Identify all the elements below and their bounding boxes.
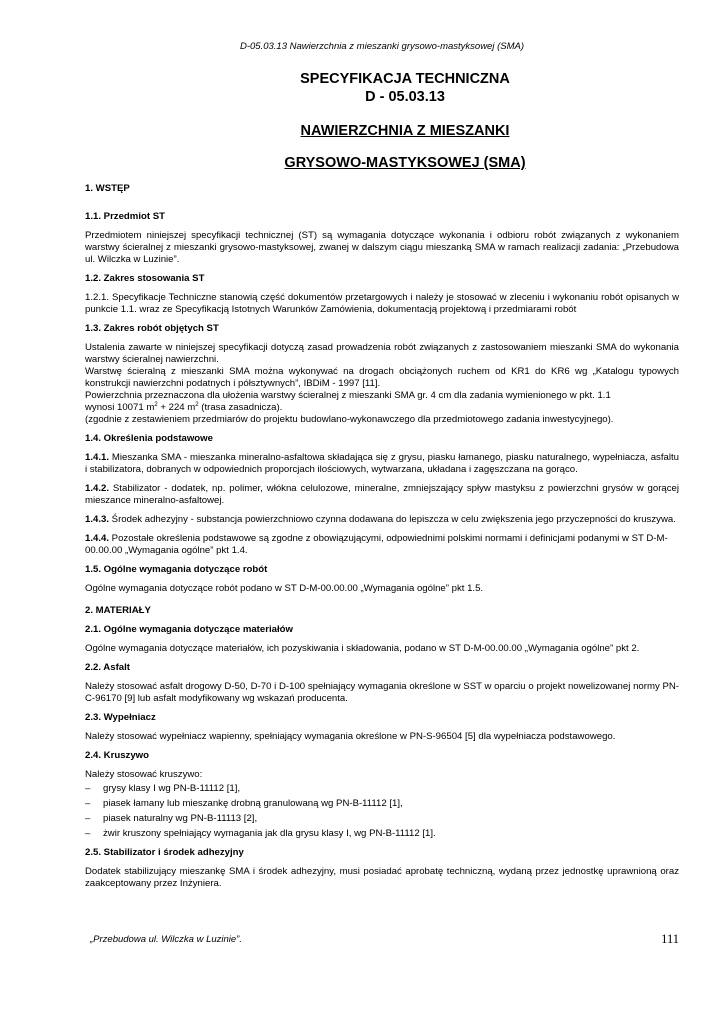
- list-item: – grysy klasy I wg PN-B-11112 [1],: [85, 783, 679, 795]
- section-heading: 2. MATERIAŁY: [85, 605, 151, 616]
- definition: 1.4.2. Stabilizator - dodatek, np. polimer, włókna celulozowe, mineralne, zmniejszający spływ mastyksu z powierzchni grysów w gorącej mieszance mineralno-asfaltowej.: [85, 483, 679, 506]
- list-item: – piasek łamany lub mieszankę drobną granulowaną wg PN-B-11112 [1],: [85, 798, 679, 810]
- section-heading: 2.1. Ogólne wymagania dotyczące materiałów: [85, 624, 293, 635]
- paragraph: Ustalenia zawarte w niniejszej specyfikacji dotyczą zasad prowadzenia robót związanych z zastosowaniem mieszanki SMA do wykonania warstwy ścieralnej nawierzchni.: [85, 342, 679, 365]
- definition: 1.4.1. Mieszanka SMA - mieszanka mineralno-asfaltowa składająca się z grysu, piasku łamanego, piasku naturalnego, wypełniacza, asfaltu i stabilizatora, dobranych w odpowiednich proporcjach ilościowych, wytwarzana, układana i zagęszczana na gorąco.: [85, 452, 679, 475]
- title-spec: SPECYFIKACJA TECHNICZNA: [300, 71, 510, 87]
- section-heading: 2.2. Asfalt: [85, 662, 130, 673]
- definition: 1.4.4. Pozostałe określenia podstawowe są zgodne z obowiązującymi, odpowiednimi polskimi normami i definicjami podanymi w ST D-M-00.00.00 „Wymagania ogólne” pkt 1.4.: [85, 533, 668, 556]
- paragraph: Przedmiotem niniejszej specyfikacji technicznej (ST) są wymagania dotyczące wykonania i odbioru robót związanych z wykonaniem warstwy ścieralnej z mieszanki grysowo-mastyksowej, zwanej w dalszym ciągu mieszanką SMA w ramach realizacji zadania: „Przebudowa ul. Wilczka w Luzinie”.: [85, 230, 679, 265]
- page-number: 111: [661, 932, 679, 946]
- section-heading: 2.3. Wypełniacz: [85, 712, 156, 723]
- paragraph: Należy stosować asfalt drogowy D-50, D-70 i D-100 spełniający wymagania określone w SST w oparciu o projekt nowelizowanej normy PN-C-96170 [9] lub asfalt modyfikowany wg wskazań producenta.: [85, 681, 679, 704]
- section-heading: 1.3. Zakres robót objętych ST: [85, 323, 219, 334]
- section-heading: 1.5. Ogólne wymagania dotyczące robót: [85, 564, 268, 575]
- section-heading: 2.4. Kruszywo: [85, 750, 149, 761]
- paragraph: Warstwę ścieralną z mieszanki SMA można wykonywać na drogach obciążonych ruchem od KR1 do KR6 wg „Katalogu typowych konstrukcji nawierzchni podatnych i półsztywnych”, IBDiM - 1997 [11].: [85, 366, 679, 389]
- title-subject-line1: NAWIERZCHNIA Z MIESZANKI: [300, 123, 510, 139]
- footer-project: „Przebudowa ul. Wilczka w Luzinie”.: [90, 934, 242, 945]
- section-heading: 1.4. Określenia podstawowe: [85, 433, 213, 444]
- list-item: – żwir kruszony spełniający wymagania jak dla grysu klasy I, wg PN-B-11112 [1].: [85, 828, 679, 840]
- title-code: D - 05.03.13: [365, 89, 445, 105]
- paragraph: Dodatek stabilizujący mieszankę SMA i środek adhezyjny, musi posiadać aprobatę techniczną, wydaną przez jednostkę uprawnioną oraz zaakceptowany przez Inżyniera.: [85, 866, 679, 889]
- paragraph: Powierzchnia przeznaczona dla ułożenia warstwy ścieralnej z mieszanki SMA gr. 4 cm dla zadania wymienionego w pkt. 1.1: [85, 390, 611, 401]
- definition: 1.4.3. Środek adhezyjny - substancja powierzchniowo czynna dodawana do lepiszcza w celu zwiększenia jego przyczepności do kruszywa.: [85, 514, 676, 525]
- paragraph: 1.2.1. Specyfikacje Techniczne stanowią część dokumentów przetargowych i należy je stosować w zleceniu i wykonaniu robót opisanych w punkcie 1.1. wraz ze Specyfikacją Istotnych Warunków Zamówienia, dokumentacją projektową i przedmiarami robót: [85, 292, 679, 315]
- document-body: [85, 183, 679, 890]
- paragraph: Należy stosować kruszywo:: [85, 769, 203, 780]
- section-heading: 1.2. Zakres stosowania ST: [85, 273, 205, 284]
- paragraph: Ogólne wymagania dotyczące materiałów, ich pozyskiwania i składowania, podano w ST D-M-00.00.00 „Wymagania ogólne” pkt 2.: [85, 643, 640, 654]
- section-heading: 1. WSTĘP: [85, 183, 130, 194]
- paragraph: Ogólne wymagania dotyczące robót podano w ST D-M-00.00.00 „Wymagania ogólne” pkt 1.5.: [85, 583, 484, 594]
- paragraph: (zgodnie z zestawieniem przedmiarów do projektu budowlano-wykonawczego dla przedmiotowego zadania inwestycyjnego).: [85, 414, 614, 425]
- list-item: – piasek naturalny wg PN-B-11113 [2],: [85, 813, 679, 825]
- section-heading: 2.5. Stabilizator i środek adhezyjny: [85, 847, 244, 858]
- running-header: D-05.03.13 Nawierzchnia z mieszanki grysowo-mastyksowej (SMA): [239, 41, 525, 52]
- section-heading: 1.1. Przedmiot ST: [85, 211, 165, 222]
- title-subject-line2: GRYSOWO-MASTYKSOWEJ (SMA): [284, 155, 526, 171]
- paragraph: Należy stosować wypełniacz wapienny, spełniający wymagania określone w PN-S-96504 [5] dla wypełniacza podstawowego.: [85, 731, 616, 742]
- paragraph: wynosi 10071 $m^2 + 224$ $m^2$ (trasa zasadnicza).: [85, 401, 283, 413]
